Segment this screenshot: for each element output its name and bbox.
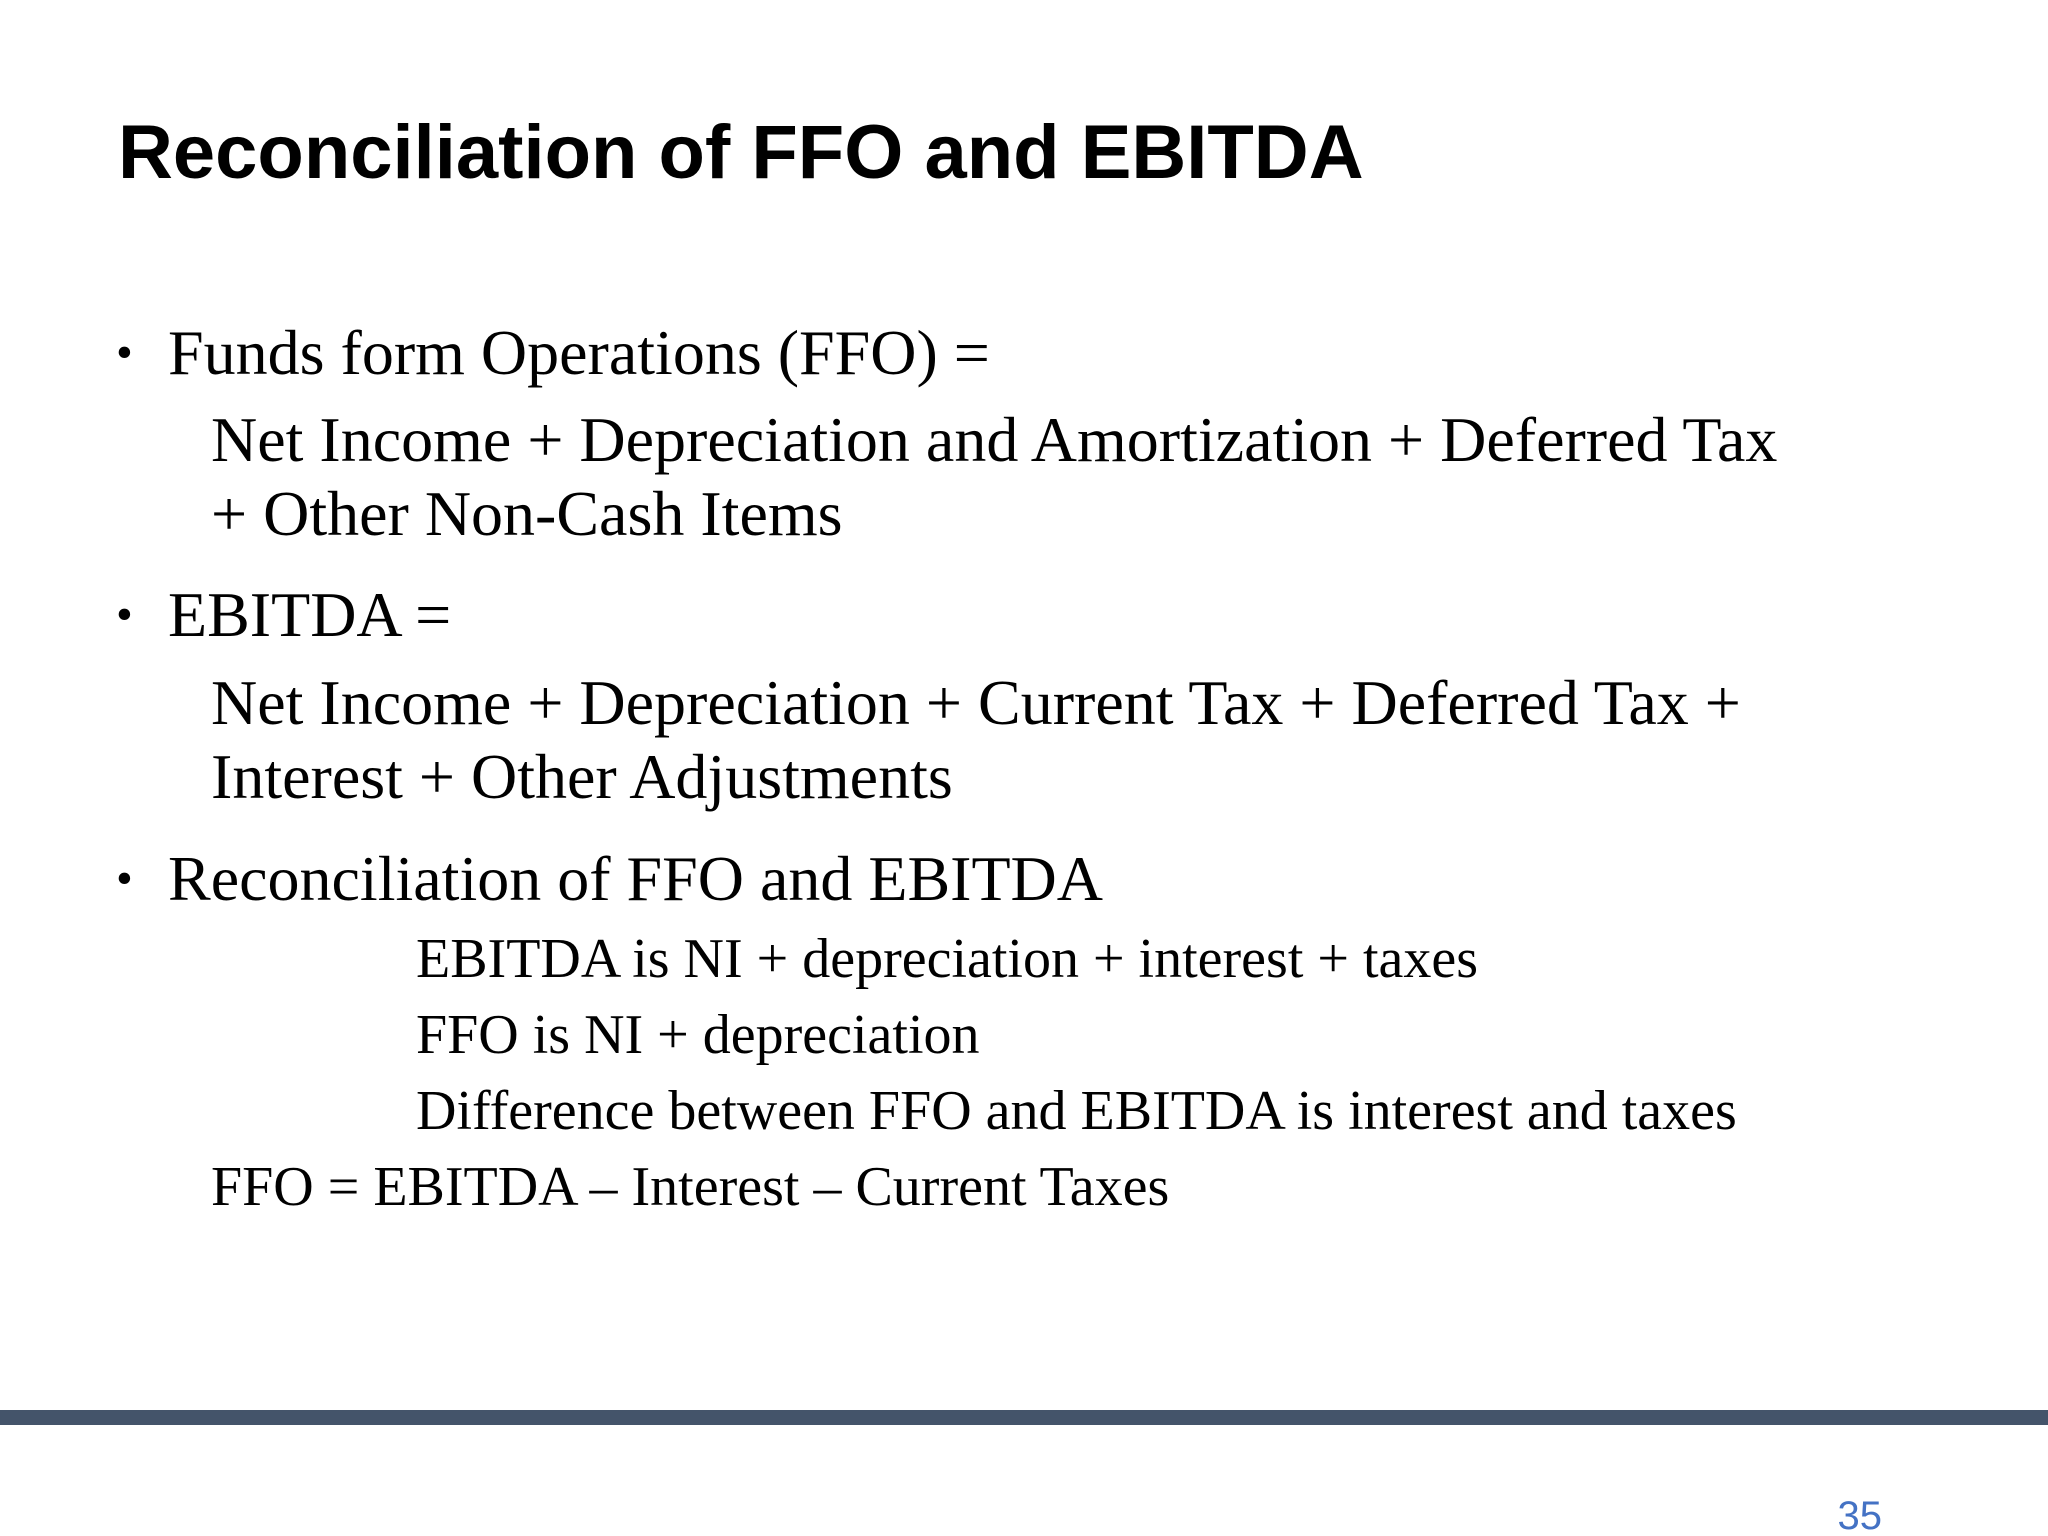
bullet-ebitda-heading: EBITDA = <box>168 579 452 650</box>
ffo-formula-line-1: Net Income + Depreciation and Amortization + Deferred Tax <box>211 404 1778 475</box>
reconciliation-line-ebitda: EBITDA is NI + depreciation + interest + taxes <box>416 928 1479 990</box>
ebitda-formula-line-1: Net Income + Depreciation + Current Tax + Deferred Tax + <box>211 667 1741 738</box>
bullet-marker: • <box>116 326 133 379</box>
bullet-marker: • <box>116 852 133 905</box>
footer-divider-bar <box>0 1410 2048 1425</box>
reconciliation-line-ffo: FFO is NI + depreciation <box>416 1004 980 1066</box>
bullet-marker: • <box>116 588 133 641</box>
bullet-ffo-heading: Funds form Operations (FFO) = <box>168 317 990 388</box>
slide-title: Reconciliation of FFO and EBITDA <box>118 110 1364 195</box>
ffo-formula-line-2: + Other Non-Cash Items <box>211 478 843 549</box>
ebitda-formula-line-2: Interest + Other Adjustments <box>211 741 953 812</box>
bullet-reconciliation-heading: Reconciliation of FFO and EBITDA <box>168 843 1103 914</box>
reconciliation-line-difference: Difference between FFO and EBITDA is interest and taxes <box>416 1080 1737 1142</box>
reconciliation-conclusion: FFO = EBITDA – Interest – Current Taxes <box>211 1156 1170 1218</box>
page-number: 35 <box>1837 1494 1882 1536</box>
